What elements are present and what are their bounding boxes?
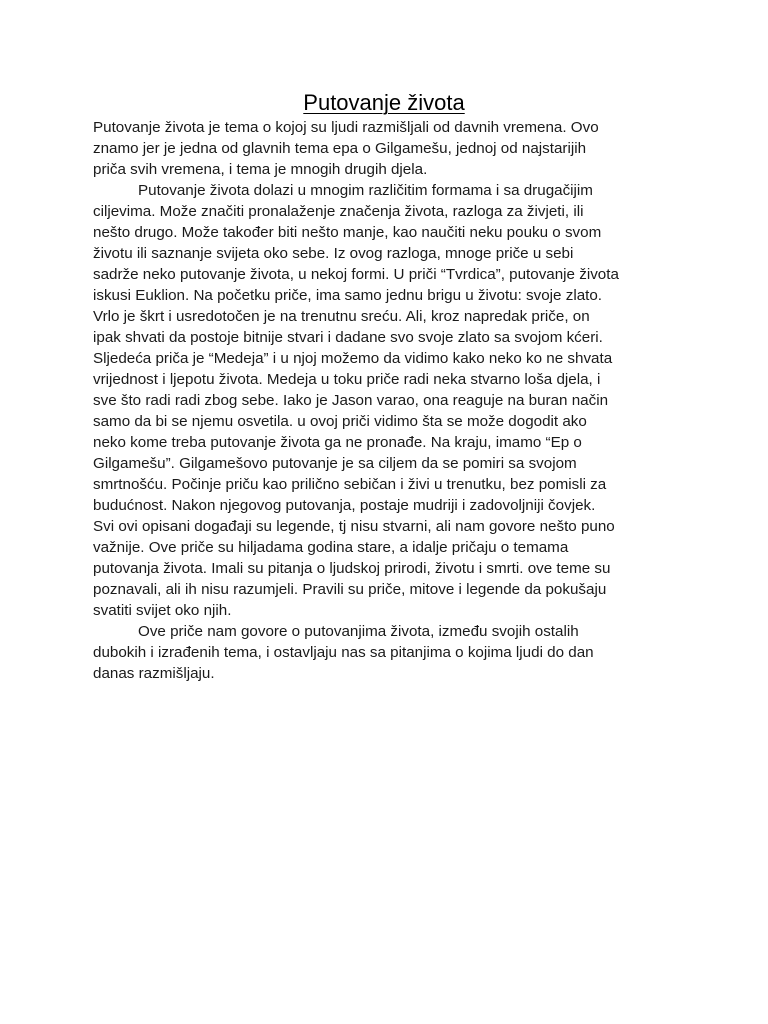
text-line: Gilgamešu”. Gilgamešovo putovanje je sa ciljem da se pomiri sa svojom	[93, 455, 577, 472]
text-line: važnije. Ove priče su hiljadama godina stare, a idalje pričaju o temama	[93, 539, 569, 556]
text-line: svatiti svijet oko njih.	[93, 602, 232, 619]
text-line: nešto drugo. Može također biti nešto manje, kao naučiti neku pouku o svom	[93, 224, 602, 241]
text-line: ciljevima. Može značiti pronalaženje značenja života, razloga za živjeti, ili	[93, 203, 584, 220]
text-line: životu ili saznanje svijeta oko sebe. Iz ovog razloga, mnoge priče u sebi	[93, 245, 574, 262]
text-line: neko kome treba putovanje života ga ne pronađe. Na kraju, imamo “Ep o	[93, 434, 582, 451]
text-line: poznavali, ali ih nisu razumjeli. Pravili su priče, mitove i legende da pokušaju	[93, 581, 607, 598]
text-line: putovanja života. Imali su pitanja o ljudskoj prirodi, životu i smrti. ove teme su	[93, 560, 611, 577]
text-line: dubokih i izrađenih tema, i ostavljaju nas sa pitanjima o kojima ljudi do dan	[93, 644, 594, 661]
document-body	[93, 117, 693, 684]
text-line: Vrlo je škrt i usredotočen je na trenutnu sreću. Ali, kroz napredak priče, on	[93, 308, 590, 325]
text-line: sadrže neko putovanje života, u nekoj formi. U priči “Tvrdica”, putovanje života	[93, 266, 619, 283]
text-line: iskusi Euklion. Na početku priče, ima samo jednu brigu u životu: svoje zlato.	[93, 287, 603, 304]
text-line: Sljedeća priča je “Medeja” i u njoj možemo da vidimo kako neko ko ne shvata	[93, 350, 613, 367]
text-line: ipak shvati da postoje bitnije stvari i dadane svo svoje zlato sa svojom kćeri.	[93, 329, 603, 346]
text-line: vrijednost i ljepotu života. Medeja u toku priče radi neka stvarno loša djela, i	[93, 371, 601, 388]
text-line: budućnost. Nakon njegovog putovanja, postaje mudriji i zadovoljniji čovjek.	[93, 497, 596, 514]
text-line: znamo jer je jedna od glavnih tema epa o Gilgamešu, jednoj od najstarijih	[93, 140, 587, 157]
text-line: priča svih vremena, i tema je mnogih drugih djela.	[93, 161, 428, 178]
paragraph-start-line: Ove priče nam govore o putovanjima života, između svojih ostalih	[138, 623, 579, 640]
document-title: Putovanje života	[303, 90, 465, 115]
text-line: danas razmišljaju.	[93, 665, 215, 682]
text-line: sve što radi radi zbog sebe. Iako je Jason varao, ona reaguje na buran način	[93, 392, 609, 409]
paragraph-start-line: Putovanje života dolazi u mnogim različitim formama i sa drugačijim	[138, 182, 593, 199]
text-line: Putovanje života je tema o kojoj su ljudi razmišljali od davnih vremena. Ovo	[93, 119, 599, 136]
text-line: samo da bi se njemu osvetila. u ovoj priči vidimo šta se može dogodit ako	[93, 413, 587, 430]
text-line: smrtnošću. Počinje priču kao prilično sebičan i živi u trenutku, bez pomisli za	[93, 476, 607, 493]
text-line: Svi ovi opisani događaji su legende, tj nisu stvarni, ali nam govore nešto puno	[93, 518, 615, 535]
